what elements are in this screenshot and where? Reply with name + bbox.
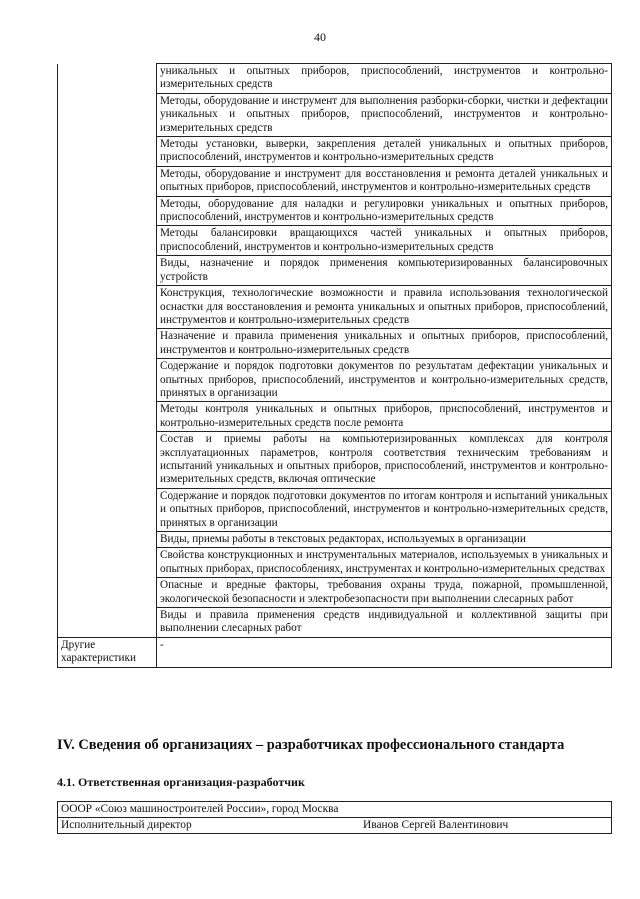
- knowledge-item: Методы, оборудование и инструмент для выполнения разборки-сборки, чистки и дефектации уникальных и опытных приборов, приспособлений, инструментов и контрольно-измерительных средств: [157, 93, 612, 136]
- knowledge-item: Опасные и вредные факторы, требования охраны труда, пожарной, промышленной, экологической безопасности и электробезопасности при выполнении слесарных работ: [157, 578, 612, 608]
- other-characteristics-value: -: [157, 637, 612, 667]
- director-name: Иванов Сергей Валентинович: [363, 819, 509, 831]
- knowledge-item: Методы, оборудование для наладки и регулировки уникальных и опытных приборов, приспособлений, инструментов и контрольно-измерительных средств: [157, 196, 612, 226]
- organization-name: ОООР «Союз машиностроителей России», город Москва: [58, 802, 612, 818]
- page-number: 40: [314, 30, 326, 44]
- table-row: [58, 818, 612, 834]
- knowledge-item: Виды, назначение и порядок применения компьютеризированных балансировочных устройств: [157, 256, 612, 286]
- knowledge-item: Содержание и порядок подготовки документов по итогам контроля и испытаний уникальных и опытных приборов, приспособлений, инструментов и контрольно-измерительных средств, принятых в организации: [157, 488, 612, 531]
- director-cell: [58, 818, 612, 834]
- organization-table: [57, 801, 612, 834]
- knowledge-item: Свойства конструкционных и инструментальных материалов, используемых в уникальных и опытных приборах, приспособлениях, инструментах и контрольно-измерительных средствах: [157, 548, 612, 578]
- director-position: Исполнительный директор: [61, 819, 192, 831]
- table-row-other: [58, 637, 612, 667]
- knowledge-table: [57, 63, 612, 668]
- knowledge-item: Конструкция, технологические возможности и правила использования технологической оснастки для восстановления и ремонта уникальных и опытных приборов, приспособлений, инструментов и контрольно-измерительных средств: [157, 286, 612, 329]
- table-row: [58, 802, 612, 818]
- knowledge-item: уникальных и опытных приборов, приспособлений, инструментов и контрольно-измерительных средств: [157, 64, 612, 94]
- director-row: [61, 819, 608, 832]
- table-row: [58, 64, 612, 94]
- other-characteristics-label: Другие характеристики: [58, 637, 157, 667]
- knowledge-item: Содержание и порядок подготовки документов по результатам дефектации уникальных и опытных приборов, приспособлений, инструментов и контрольно-измерительных средств, принятых в организации: [157, 359, 612, 402]
- knowledge-item: Методы, оборудование и инструмент для восстановления и ремонта деталей уникальных и опытных приборов, приспособлений, инструментов и контрольно-измерительных средств: [157, 166, 612, 196]
- section-title: IV. Сведения об организациях – разработчиках профессионального стандарта: [57, 737, 565, 753]
- knowledge-item: Назначение и правила применения уникальных и опытных приборов, приспособлений, инструментов и контрольно-измерительных средств: [157, 329, 612, 359]
- knowledge-item: Состав и приемы работы на компьютеризированных комплексах для контроля эксплуатационных параметров, контроля соответствия техническим требованиям и испытаний уникальных и опытных приборов, приспособлений, инструментов и контрольно-измерительных средств, включая оптические: [157, 432, 612, 489]
- knowledge-item: Методы установки, выверки, закрепления деталей уникальных и опытных приборов, приспособлений, инструментов и контрольно-измерительных средств: [157, 137, 612, 167]
- knowledge-item: Методы балансировки вращающихся частей уникальных и опытных приборов, приспособлений, инструментов и контрольно-измерительных средств: [157, 226, 612, 256]
- row-label-cell: [58, 64, 157, 638]
- subsection-title: 4.1. Ответственная организация-разработчик: [57, 775, 305, 789]
- knowledge-item: Методы контроля уникальных и опытных приборов, приспособлений, инструментов и контрольно-измерительных средств после ремонта: [157, 402, 612, 432]
- knowledge-item: Виды, приемы работы в текстовых редакторах, используемых в организации: [157, 532, 612, 548]
- knowledge-item: Виды и правила применения средств индивидуальной и коллективной защиты при выполнении слесарных работ: [157, 608, 612, 638]
